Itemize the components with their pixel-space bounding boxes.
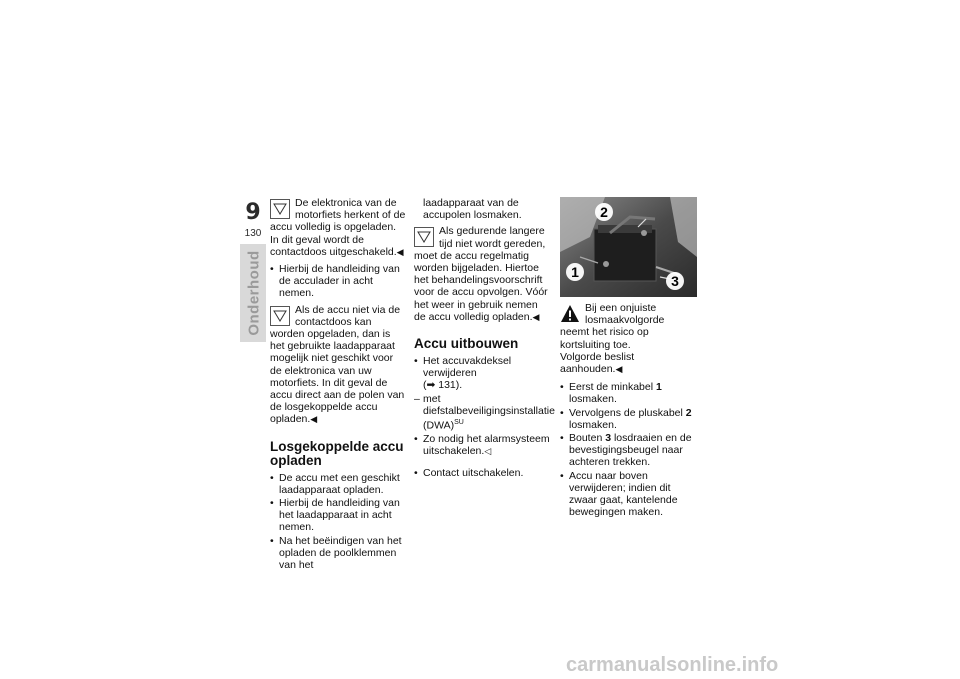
- list-item: [414, 433, 550, 457]
- bullet-list: [270, 472, 406, 572]
- end-mark-open: ◁: [484, 445, 492, 456]
- instruction-text: [560, 351, 696, 375]
- section-heading: Accu uitbouwen: [414, 336, 519, 352]
- list-item: • Na het beëindigen van het opladen de poolklemmen van het: [270, 535, 406, 572]
- arrow-icon: ➡: [426, 379, 436, 392]
- list-item-text: Vervolgens de pluskabel: [569, 406, 686, 419]
- list-item: • Hierbij de handleiding van het laadapparaat in acht nemen.: [270, 497, 406, 534]
- part-number: 3: [605, 432, 612, 445]
- callout-label: 2: [600, 204, 608, 220]
- list-item: [560, 407, 696, 431]
- list-item: • Contact uitschakelen.: [414, 467, 550, 479]
- list-item-text: losmaken.: [569, 393, 617, 406]
- bullet-list: [414, 355, 555, 480]
- list-item-text: Het accuvakdeksel verwijderen: [423, 355, 512, 380]
- list-item: • Hierbij de handleiding van de acculader in acht nemen.: [270, 263, 406, 300]
- section-title: Onderhoud: [245, 250, 263, 336]
- page-reference[interactable]: 131).: [438, 379, 463, 392]
- list-item-text: met diefstalbeveiligingsinstallatie (DWA): [423, 392, 555, 432]
- watermark: carmanualsonline.info: [566, 654, 779, 676]
- list-item: • Het accuvakdeksel verwijderen (➡ 131).: [414, 355, 550, 392]
- part-number: 1: [655, 381, 662, 394]
- chapter-number: 9: [245, 200, 261, 225]
- info-triangle-icon: [414, 227, 434, 247]
- equipment-code: SU: [454, 419, 464, 427]
- warning-icon: [560, 304, 580, 324]
- list-item-text: Zo nodig het alarmsysteem uitschakelen.: [423, 432, 550, 457]
- callout-label: 1: [571, 264, 579, 280]
- list-item: [560, 432, 696, 469]
- list-item-text: Accu naar boven verwijderen; indien dit zwaar gaat, kantelende bewegingen maken.: [569, 469, 678, 519]
- battery-photo: [560, 197, 697, 297]
- warning-note: [560, 302, 696, 351]
- list-item-text: losdraaien en de bevestigingsbeugel naar achteren trekken.: [569, 432, 692, 469]
- list-item-text: Bouten: [569, 432, 606, 445]
- list-item: [560, 381, 696, 405]
- warning-text: Bij een onjuiste losmaakvolgorde neemt het risico op kortsluiting toe.: [560, 302, 665, 351]
- list-item: [560, 470, 696, 519]
- list-item-text: Eerst de minkabel: [569, 381, 656, 394]
- instruction-label: Volgorde beslist aanhouden.: [560, 350, 635, 376]
- callout-label: 3: [671, 273, 679, 289]
- note-text: Als de accu niet via de contactdoos kan worden opgeladen, dan is het gebruikte laadapparaat mogelijk niet geschikt voor de elektronica van uw motorfiets. In dit geval de accu direct aan de polen van de losgekoppelde accu opladen.: [270, 303, 405, 426]
- column-3: [560, 197, 696, 522]
- info-note: [270, 304, 406, 426]
- end-mark: ◀: [310, 414, 318, 425]
- column-1: [270, 197, 406, 575]
- info-note: [414, 225, 550, 323]
- note-text: Als gedurende langere tijd niet wordt gereden, moet de accu regelmatig worden bijgeladen. Hiertoe het behandelingsvoorschrift voor de accu opvolgen. Vóór het weer in gebruik nemen de accu volledig opladen.: [414, 225, 548, 323]
- list-item-text: losmaken.: [569, 418, 617, 431]
- battery-illustration: [560, 197, 697, 297]
- end-mark: ◀: [532, 311, 540, 322]
- info-triangle-icon: [270, 306, 290, 326]
- end-mark: ◀: [615, 364, 623, 375]
- list-item: • De accu met een geschikt laadapparaat opladen.: [270, 472, 406, 496]
- info-triangle-icon: [270, 199, 290, 219]
- part-number: 2: [685, 406, 692, 419]
- note-text: De elektronica van de motorfiets herkent of de accu volledig is opgeladen. In dit geval wordt de contactdoos uitgeschakeld.: [270, 197, 406, 258]
- info-note: [270, 197, 406, 258]
- continued-text: laadapparaat van de accupolen losmaken.: [423, 197, 522, 222]
- column-2: [414, 197, 555, 483]
- bullet-list: [270, 263, 406, 300]
- list-item: [414, 392, 555, 432]
- bullet-list: [560, 381, 696, 518]
- end-mark: ◀: [396, 246, 404, 257]
- section-heading: Losgekoppelde accu opladen: [270, 438, 404, 468]
- page-number: 130: [244, 228, 262, 239]
